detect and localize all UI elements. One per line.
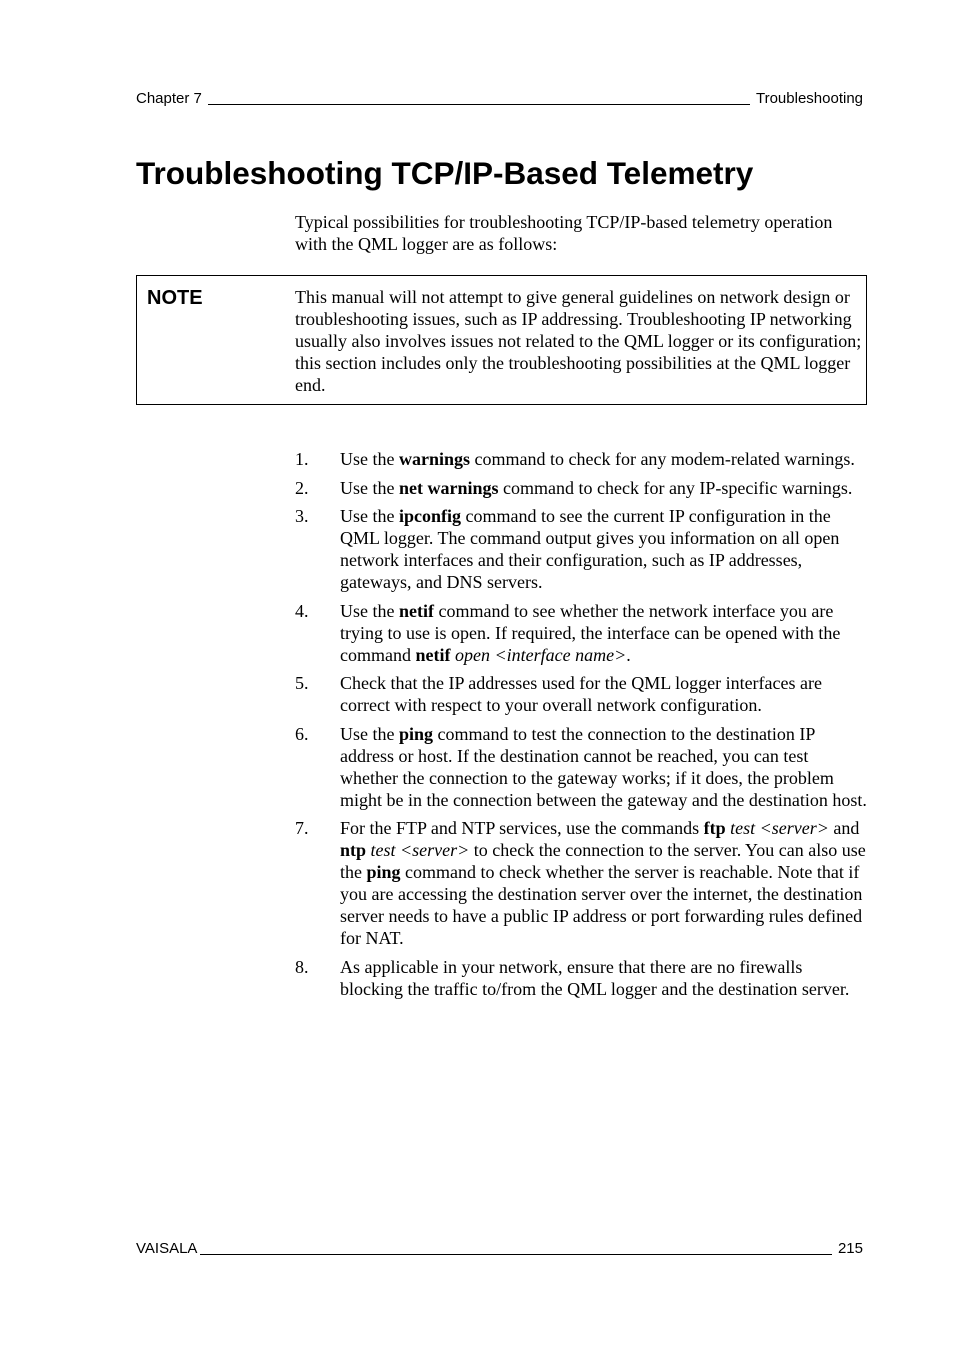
page-title: Troubleshooting TCP/IP-Based Telemetry [136,155,754,191]
command-name: ping [398,723,434,744]
step-number: 2. [295,477,309,498]
intro-paragraph: Typical possibilities for troubleshooting TCP/IP-based telemetry operation with the QML logger are as follows: [295,212,833,254]
step-text: Use the net warnings command to check for any IP-specific warnings. [340,477,853,498]
list-item [295,723,867,811]
step-number: 4. [295,600,309,621]
step-number: 5. [295,673,309,693]
list-item [295,672,867,716]
step-text: Use the netif command to see whether the network interface you are trying to use is open. If required, the interface can be opened with the command netif open <interface name>. [340,600,841,665]
step-text: Use the warnings command to check for any modem-related warnings. [340,449,855,469]
command-name: net warnings [398,477,499,498]
command-name: warnings [398,449,470,469]
list-item [295,505,867,593]
chapter-label: Chapter 7 [136,90,202,107]
step-number: 3. [295,506,309,526]
list-item [295,600,867,666]
command-argument: open <interface name> [454,644,627,665]
footer-rule [200,1254,832,1255]
command-name: netif [415,644,451,665]
step-text: For the FTP and NTP services, use the commands ftp test <server> and ntp test <server> to check the connection to the server. You can also use the ping command to check whether the server is reachable. Note that if you are accessing the destination server over the internet, the destination server needs to have a public IP address or port forwarding rules defined for NAT. [340,818,866,948]
command-name: ipconfig [398,506,461,526]
step-number: 8. [295,956,309,977]
command-name: netif [398,600,434,621]
section-label: Troubleshooting [755,90,863,107]
command-name: ftp [703,818,726,838]
list-item [295,477,867,499]
step-text: Use the ipconfig command to see the current IP configuration in the QML logger. The command output gives you information on all open network interfaces and their configuration, such as IP addresses, gateways, and DNS servers. [340,506,840,592]
note-label: NOTE [147,287,203,309]
step-text: Check that the IP addresses used for the QML logger interfaces are correct with respect to your overall network configuration. [340,673,822,715]
note-text: This manual will not attempt to give general guidelines on network design or troubleshooting issues, such as IP addressing. Troubleshooting IP networking usually also involves issues not related to the QML logger or its configuration; this section includes only the troubleshooting possibilities at the QML logger end. [295,287,862,395]
list-item [295,448,867,470]
troubleshooting-steps [295,448,867,1006]
command-argument: test <server> [730,818,829,838]
list-item [295,956,867,1000]
list-item [295,817,867,949]
command-name: ntp [340,840,367,860]
note-box [136,275,867,405]
step-text: Use the ping command to test the connection to the destination IP address or host. If the destination cannot be reached, you can test whether the connection to the gateway works; if it does, the problem might be in the connection between the gateway and the destination host. [340,723,867,810]
step-number: 6. [295,723,309,744]
step-number: 1. [295,449,309,469]
page-header [136,90,863,108]
step-number: 7. [295,818,309,838]
page-footer [136,1240,863,1258]
header-rule [208,104,750,105]
step-text: As applicable in your network, ensure that there are no firewalls blocking the traffic to/from the QML logger and the destination server. [340,956,850,999]
command-argument: test <server> [370,840,470,860]
page-number: 215 [837,1240,863,1257]
command-name: ping [366,862,401,882]
company-name: VAISALA [136,1240,198,1257]
